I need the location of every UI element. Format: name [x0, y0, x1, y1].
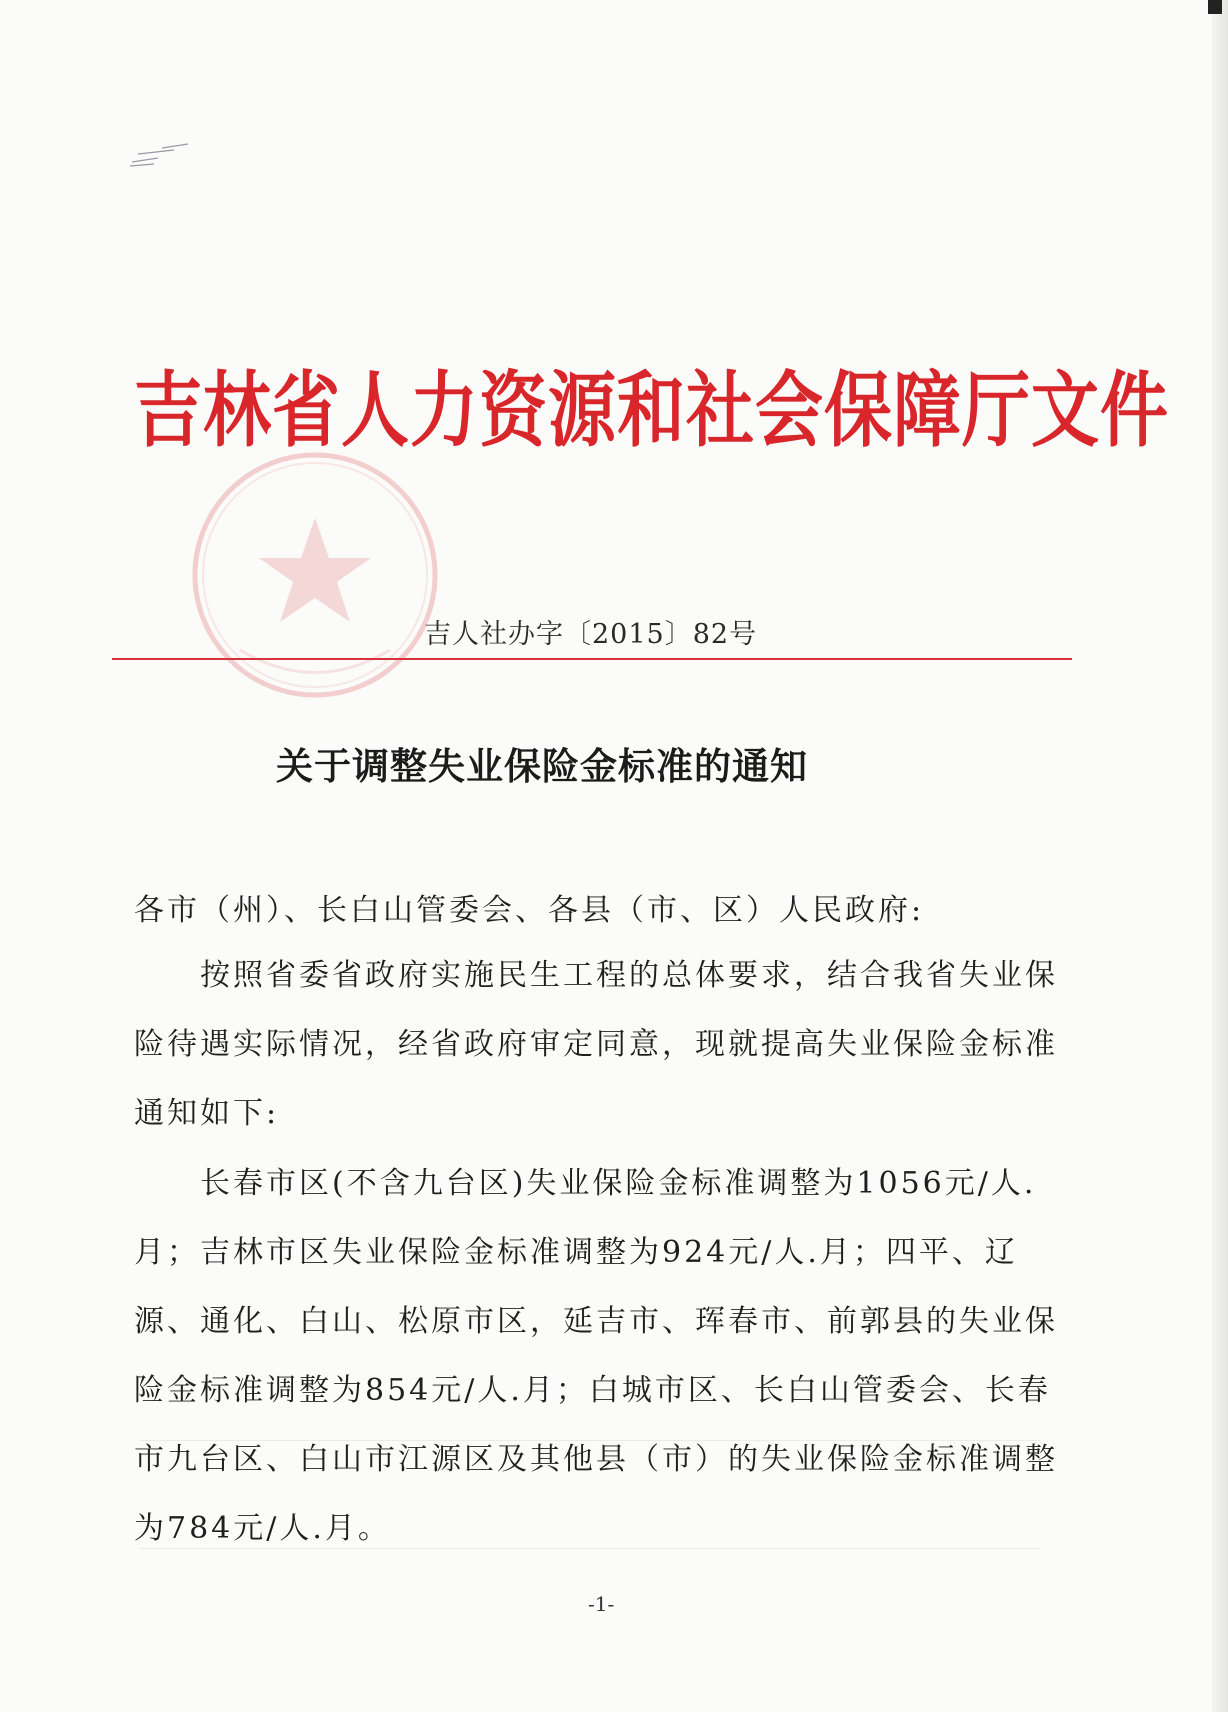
scan-corner-mark: [1208, 0, 1222, 14]
document-number: 吉人社办字〔2015〕82号: [424, 619, 758, 650]
page-number: -1-: [588, 1592, 615, 1616]
body-paragraph: 按照省委省政府实施民生工程的总体要求，结合我省失业保险待遇实际情况，经省政府审定同意，现就提高失业保险金标准通知如下:: [134, 958, 1058, 1131]
notice-title: 关于调整失业保险金标准的通知: [276, 745, 808, 788]
official-seal-stamp: [180, 440, 450, 710]
addressee-line: 各市（州）、长白山管委会、各县（市、区）人民政府:: [134, 893, 925, 928]
header-divider-rule: [112, 658, 1072, 660]
scan-edge-shadow: [1212, 0, 1228, 1712]
body-paragraph: 长春市区(不含九台区)失业保险金标准调整为1056元/人.月；吉林市区失业保险金标准调整为924元/人.月；四平、辽源、通化、白山、松原市区，延吉市、珲春市、前郭县的失业保险金标准调整为854元/人.月；白城市区、长白山管委会、长春市九台区、白山市江源区及其他县（市）的失业保险金标准调整为784元/人.月。: [134, 1166, 1058, 1546]
pencil-scribble: [128, 140, 198, 170]
agency-header-title: 吉林省人力资源和社会保障厅文件: [134, 364, 1170, 459]
